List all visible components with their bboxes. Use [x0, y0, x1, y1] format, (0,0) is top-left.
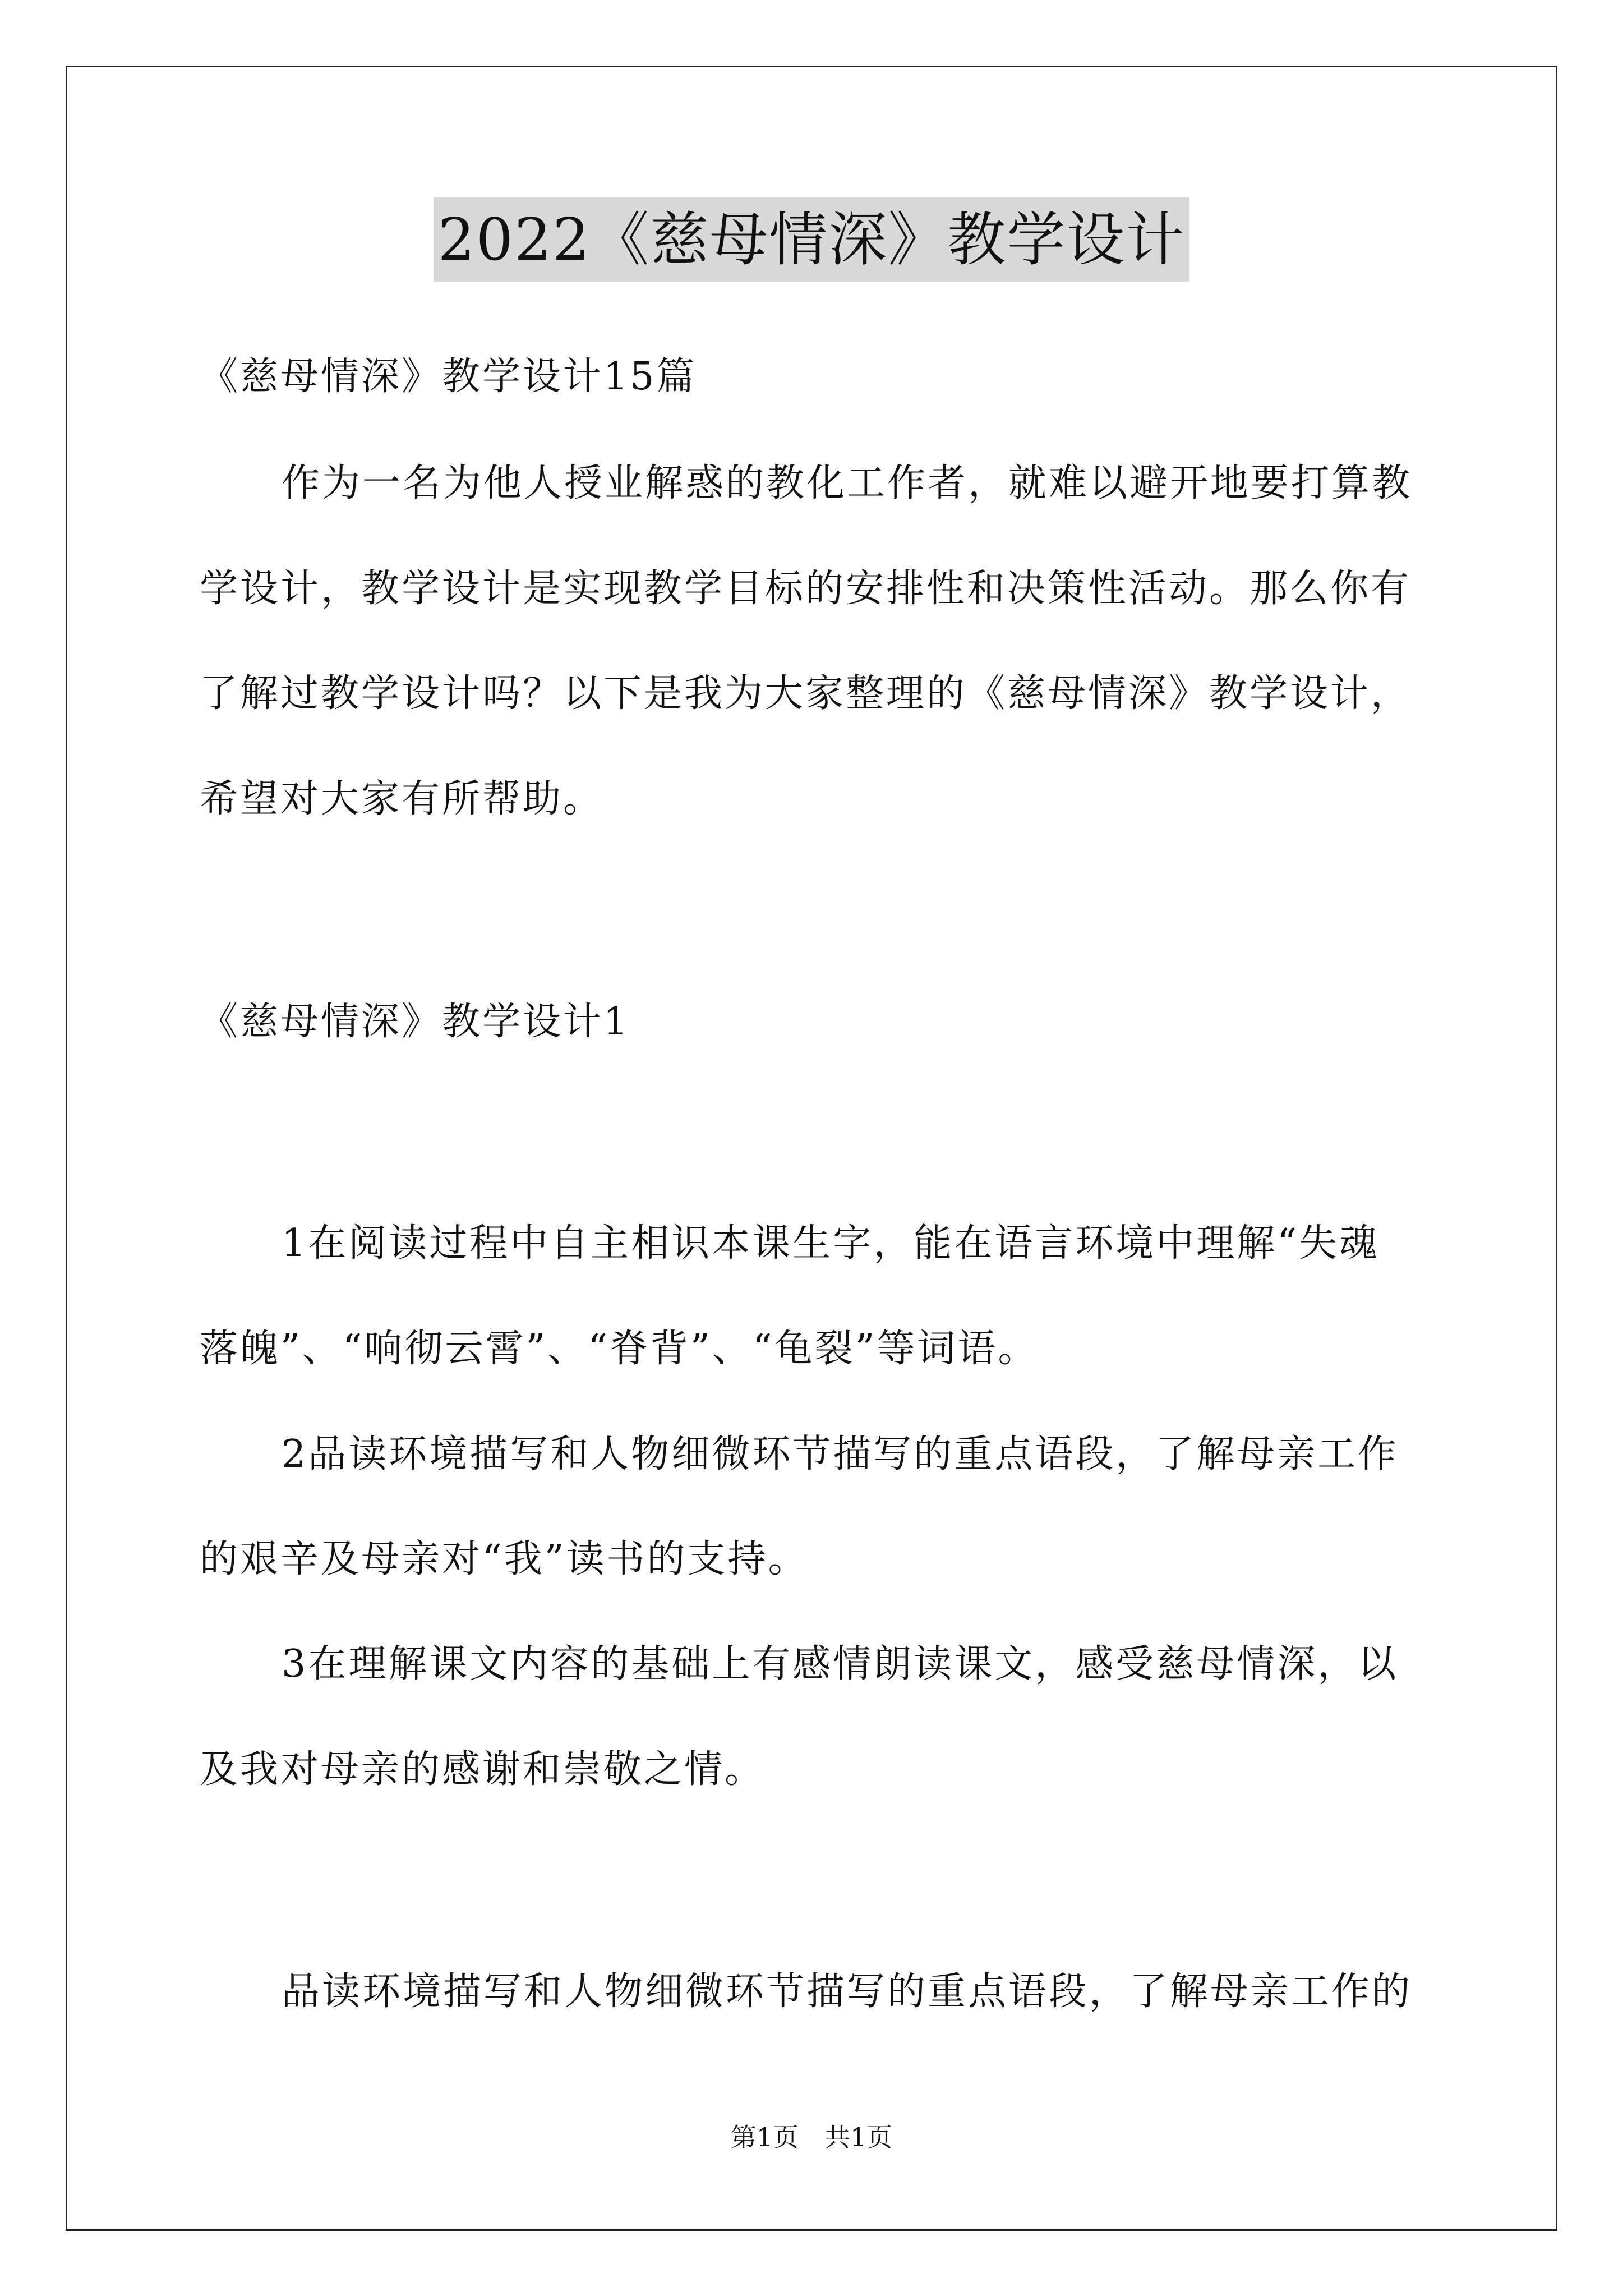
intro-line-3: 了解过教学设计吗？以下是我为大家整理的《慈母情深》教学设计， [200, 671, 1412, 716]
subtitle: 《慈母情深》教学设计15篇 [200, 355, 697, 399]
objective-line-1: 1在阅读过程中自主相识本课生字，能在语言环境中理解“失魂 [282, 1221, 1380, 1266]
objective-line-2: 落魄”、“响彻云霄”、“脊背”、“龟裂”等词语。 [200, 1327, 1039, 1371]
intro-line-4: 希望对大家有所帮助。 [200, 777, 604, 821]
intro-line-1: 作为一名为他人授业解惑的教化工作者，就难以避开地要打算教 [282, 461, 1413, 505]
objective-line-3: 2品读环境描写和人物细微环节描写的重点语段，了解母亲工作 [282, 1432, 1399, 1476]
intro-line-2: 学设计，教学设计是实现教学目标的安排性和决策性活动。那么你有 [200, 567, 1412, 611]
section-heading: 《慈母情深》教学设计1 [200, 1000, 630, 1044]
objective-line-6: 及我对母亲的感谢和崇敬之情。 [200, 1747, 766, 1792]
page-footer: 第1页 共1页 [730, 2122, 893, 2152]
document-title: 2022《慈母情深》教学设计 [434, 197, 1190, 282]
objective-line-5: 3在理解课文内容的基础上有感情朗读课文，感受慈母情深，以 [282, 1642, 1399, 1686]
key-point-line: 品读环境描写和人物细微环节描写的重点语段，了解母亲工作的 [282, 1970, 1413, 2014]
title-container [0, 197, 1623, 282]
objective-line-4: 的艰辛及母亲对“我”读书的支持。 [200, 1537, 809, 1581]
